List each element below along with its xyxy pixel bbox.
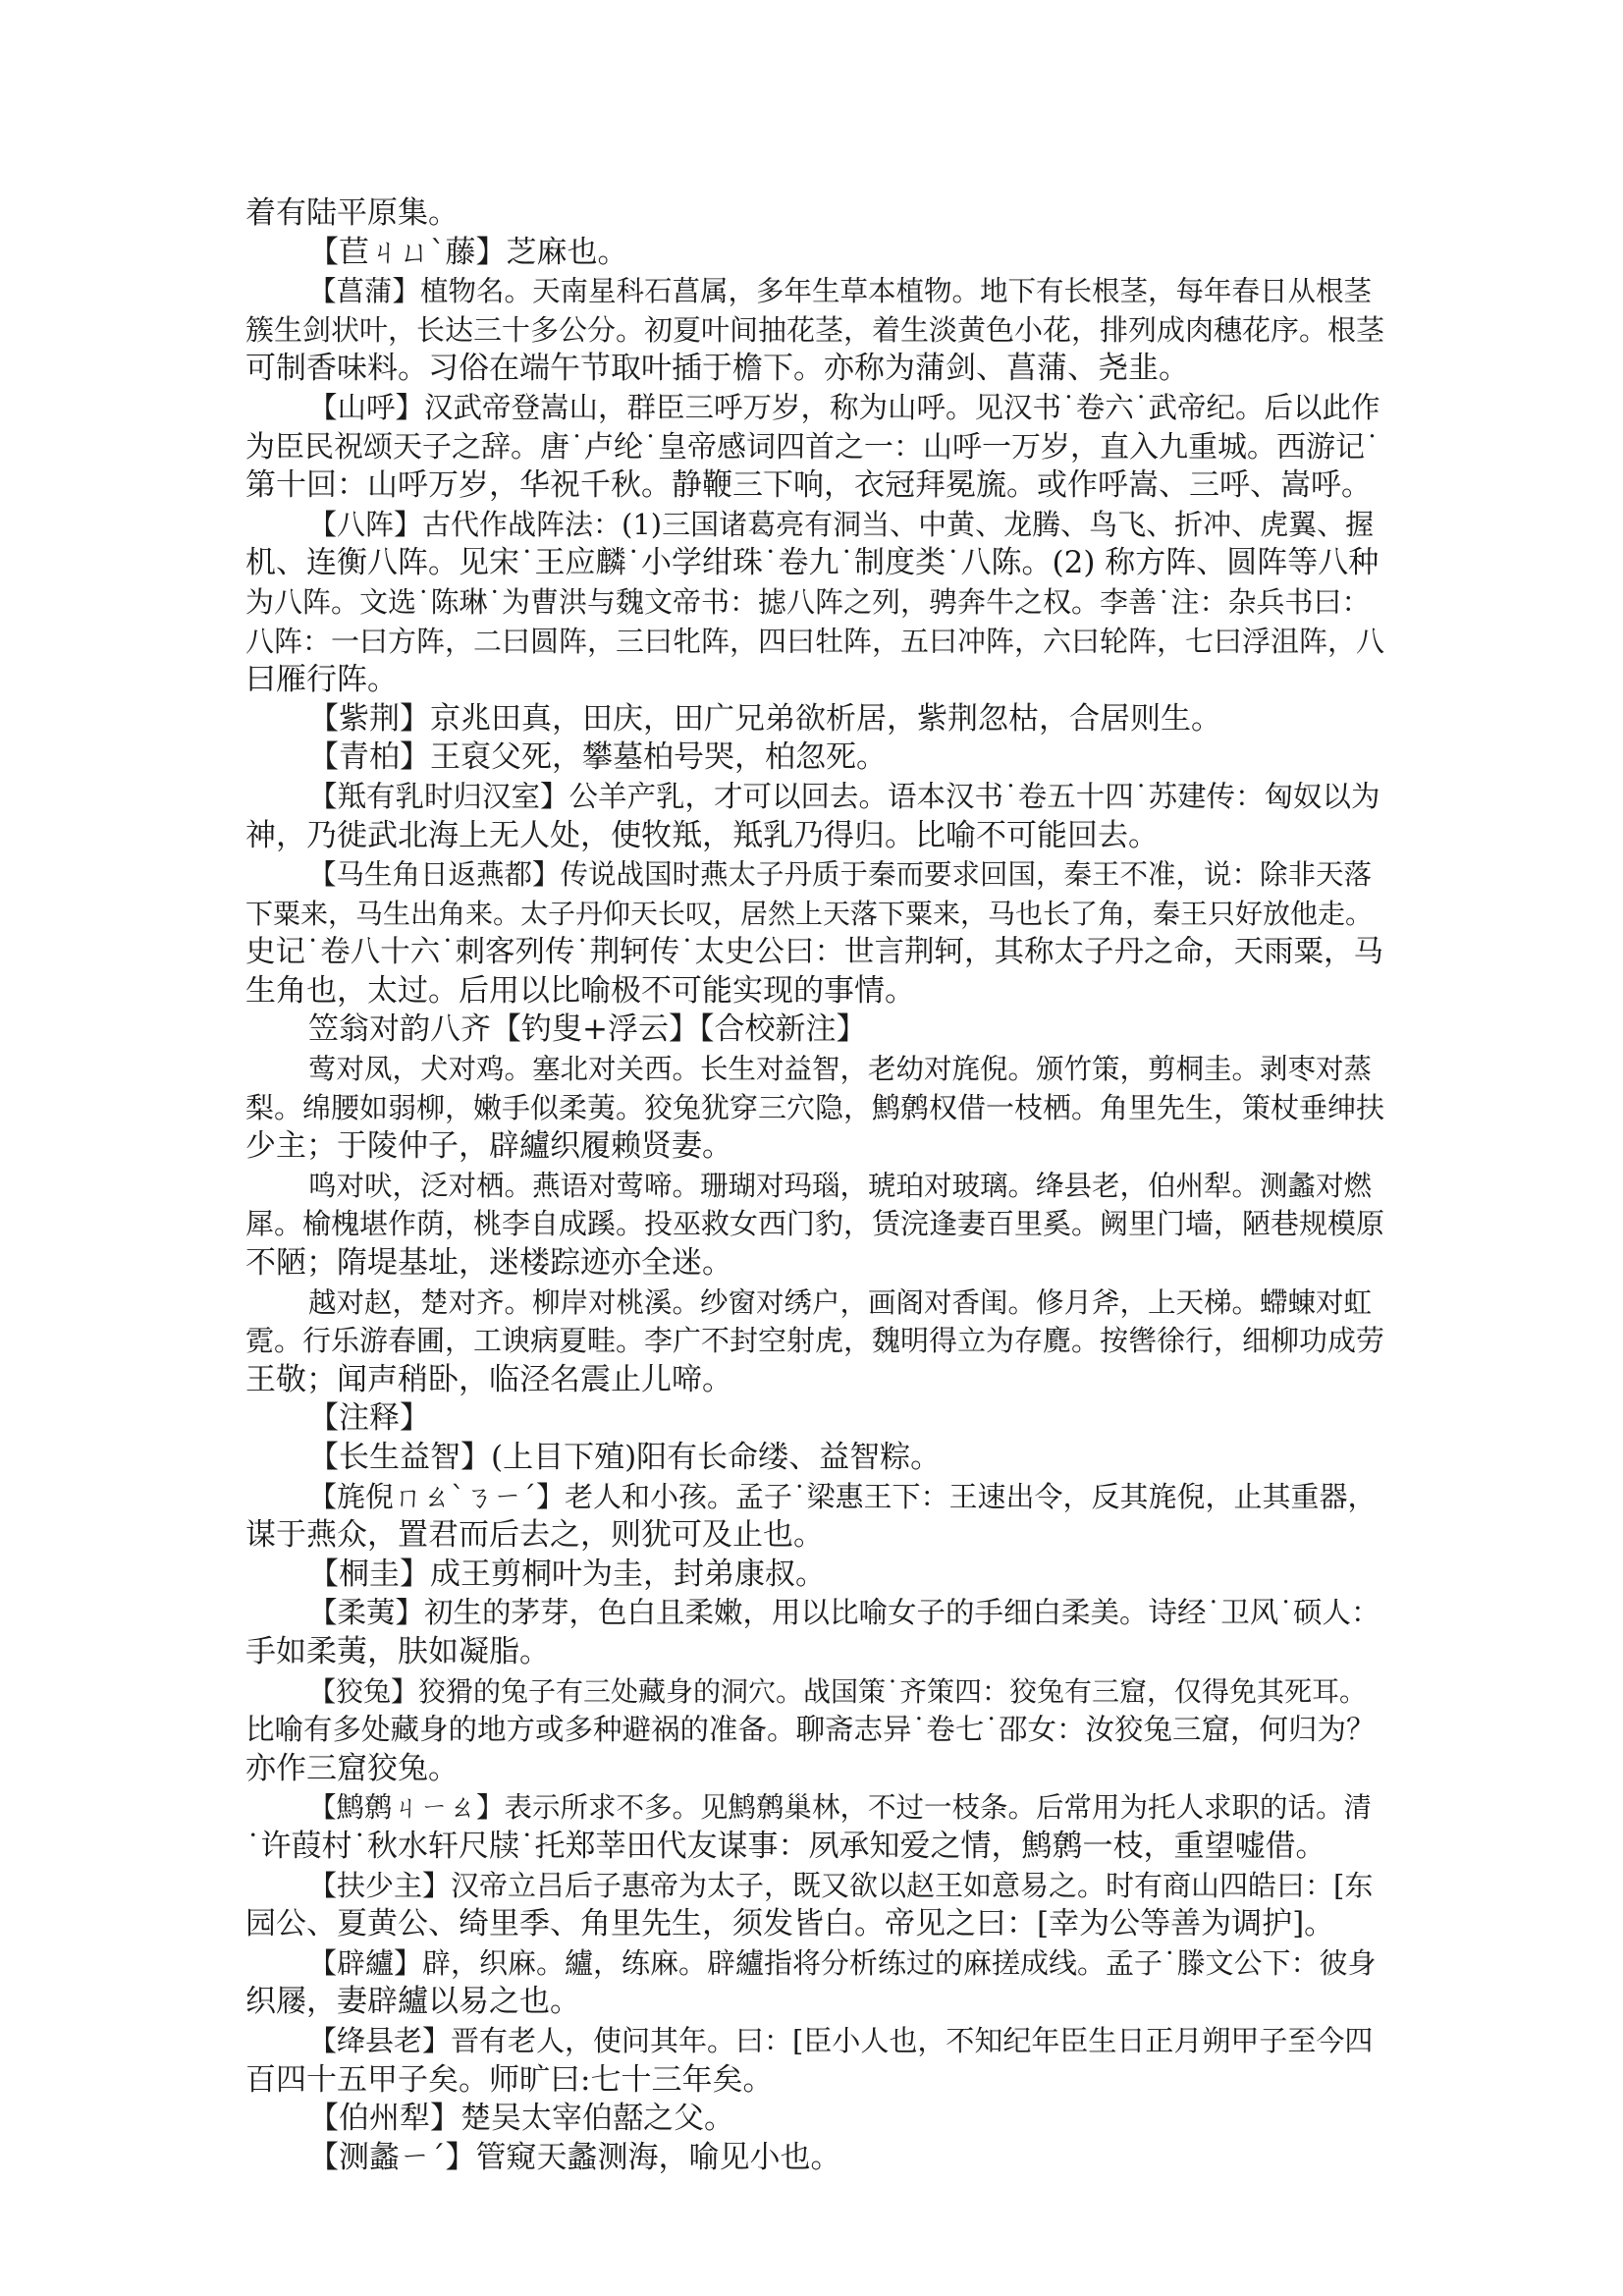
document-body bbox=[245, 194, 1384, 2177]
text-line: 可制香味料。习俗在端午节取叶插于檐下。亦称为蒲剑、菖蒲、尧韭。 bbox=[245, 351, 1189, 387]
text-line: 【苣ㄐㄩˋ藤】芝麻也。 bbox=[308, 234, 628, 270]
text-line: 【注释】 bbox=[308, 1400, 430, 1437]
text-line: 【绛县老】晋有老人，使问其年。曰：[臣小人也，不知纪年臣生日正月朔甲子至今四 bbox=[308, 2023, 1374, 2057]
text-line: 王敬；闻声稍卧，临泾名震止儿啼。 bbox=[245, 1361, 732, 1397]
text-line: 越对赵，楚对齐。柳岸对桃溪。纱窗对绣户，画阁对香闺。修月斧，上天梯。螮蝀对虹 bbox=[308, 1285, 1373, 1319]
text-line: 笠翁对韵八齐【钓叟+浮云】【合校新注】 bbox=[308, 1011, 867, 1048]
text-line: 八阵：一曰方阵，二曰圆阵，三曰牝阵，四曰牡阵，五曰冲阵，六曰轮阵，七曰浮沮阵，八 bbox=[245, 624, 1385, 658]
text-line: 【柔荑】初生的茅芽，色白且柔嫩，用以比喻女子的手细白柔美。诗经˙卫风˙硕人： bbox=[308, 1596, 1380, 1630]
text-line: 【马生角日返燕都】传说战国时燕太子丹质于秦而要求回国，秦王不准，说：除非天落 bbox=[308, 858, 1373, 892]
text-line: 曰雁行阵。 bbox=[245, 662, 398, 698]
text-line: 犀。榆槐堪作荫，桃李自成蹊。投巫救女西门豹，赁浣逢妻百里奚。阙里门墙，陋巷规模原 bbox=[245, 1207, 1385, 1241]
text-line: 【狡兔】狡猾的兔子有三处藏身的洞穴。战国策˙齐策四：狡兔有三窟，仅得免其死耳。 bbox=[308, 1674, 1368, 1708]
text-line: 【山呼】汉武帝登嵩山，群臣三呼万岁，称为山呼。见汉书˙卷六˙武帝纪。后以此作 bbox=[308, 390, 1380, 424]
text-line: 神，乃徙武北海上无人处，使牧羝，羝乳乃得归。比喻不可能回去。 bbox=[245, 817, 1159, 853]
text-line: 【旄倪ㄇㄠˋㄋㄧˊ】老人和小孩。孟子˙梁惠王下：王速出令，反其旄倪，止其重器， bbox=[308, 1479, 1377, 1513]
text-line: 【羝有乳时归汉室】公羊产乳，才可以回去。语本汉书˙卷五十四˙苏建传：匈奴以为 bbox=[308, 779, 1380, 813]
text-line: 比喻有多处藏身的地方或多种避祸的准备。聊斋志异˙卷七˙邵女：汝狡兔三窟，何归为？ bbox=[245, 1713, 1376, 1747]
text-line: 为八阵。文选˙陈琳˙为曹洪与魏文帝书：摅八阵之列，骋奔牛之权。李善˙注：杂兵书曰： bbox=[245, 584, 1371, 619]
text-line: 为臣民祝颂天子之辞。唐˙卢纶˙皇帝感词四首之一：山呼一万岁，直入九重城。西游记˙ bbox=[245, 429, 1380, 465]
text-line: 亦作三窟狡兔。 bbox=[245, 1750, 459, 1786]
text-line: 第十回：山呼万岁，华祝千秋。静鞭三下响，衣冠拜冕旒。或作呼嵩、三呼、嵩呼。 bbox=[245, 467, 1372, 504]
text-line: 【桐圭】成王剪桐叶为圭，封弟康叔。 bbox=[308, 1556, 826, 1592]
text-line: 百四十五甲子矣。师旷曰:七十三年矣。 bbox=[245, 2061, 774, 2098]
text-line: 【测蠡ㄧˊ】管窥天蠡测海，喻见小也。 bbox=[308, 2139, 841, 2175]
text-line: 少主；于陵仲子，辟纑织履赖贤妻。 bbox=[245, 1128, 732, 1165]
text-line: 【鹪鹩ㄐㄧㄠ】表示所求不多。见鹪鹩巢林，不过一枝条。后常用为托人求职的话。清 bbox=[308, 1791, 1373, 1825]
text-line: 下粟来，马生出角来。太子丹仰天长叹，居然上天落下粟来，马也长了角，秦王只好放他走。 bbox=[245, 897, 1374, 930]
text-line: 机、连衡八阵。见宋˙王应麟˙小学绀珠˙卷九˙制度类˙八陈。(2) 称方阵、圆阵等八种 bbox=[245, 545, 1380, 581]
text-line: 织屦，妻辟纑以易之也。 bbox=[245, 1984, 580, 2020]
text-line: 【扶少主】汉帝立吕后子惠帝为太子，既又欲以赵王如意易之。时有商山四皓曰：[东 bbox=[308, 1868, 1374, 1902]
text-line: 【紫荆】京兆田真，田庆，田广兄弟欲析居，紫荆忽枯，合居则生。 bbox=[308, 700, 1221, 737]
text-line: 【青柏】王裒父死，攀墓柏号哭，柏忽死。 bbox=[308, 739, 887, 776]
text-line: 生角也，太过。后用以比喻极不可能实现的事情。 bbox=[245, 972, 915, 1009]
text-line: 谋于燕众，置君而后去之，则犹可及止也。 bbox=[245, 1517, 824, 1554]
text-line: 着有陆平原集。 bbox=[245, 195, 459, 231]
text-line: 【伯州犁】楚吴太宰伯嚭之父。 bbox=[308, 2101, 734, 2137]
text-line: 【辟纑】辟，织麻。纑，练麻。辟纑指将分析练过的麻搓成线。孟子˙滕文公下：彼身 bbox=[308, 1945, 1377, 1980]
text-line: 【长生益智】(上目下殖)阳有长命缕、益智粽。 bbox=[308, 1440, 942, 1475]
text-line: 梨。绵腰如弱柳，嫩手似柔荑。狡兔犹穿三穴隐，鹪鹩权借一枝栖。角里先生，策杖垂绅扶 bbox=[245, 1090, 1385, 1124]
text-line: 史记˙卷八十六˙刺客列传˙荆轲传˙太史公曰：世言荆轲，其称太子丹之命，天雨粟，马 bbox=[245, 935, 1383, 970]
text-line: 簇生剑状叶，长达三十多公分。初夏叶间抽花茎，着生淡黄色小花，排列成肉穗花序。根茎 bbox=[245, 312, 1385, 347]
text-line: 园公、夏黄公、绮里季、角里先生，须发皆白。帝见之曰：[幸为公等善为调护]。 bbox=[245, 1906, 1335, 1942]
text-line: 【菖蒲】植物名。天南星科石菖属，多年生草本植物。地下有长根茎，每年春日从根茎 bbox=[308, 275, 1373, 308]
text-line: 【八阵】古代作战阵法：(1)三国诸葛亮有洞当、中黄、龙腾、鸟飞、折冲、虎翼、握 bbox=[308, 507, 1375, 541]
text-line: 霓。行乐游春圃，工谀病夏畦。李广不封空射虎，魏明得立为存麑。按辔徐行，细柳功成劳 bbox=[245, 1324, 1385, 1358]
text-line: 手如柔荑，肤如凝脂。 bbox=[245, 1633, 550, 1669]
text-line: ˙许葭村˙秋水轩尺牍˙托郑莘田代友谋事：夙承知爱之情，鹪鹩一枝，重望嘘借。 bbox=[245, 1828, 1326, 1864]
text-line: 莺对凤，犬对鸡。塞北对关西。长生对益智，老幼对旄倪。颁竹策，剪桐圭。剥枣对蒸 bbox=[308, 1053, 1373, 1086]
text-line: 鸣对吠，泛对栖。燕语对莺啼。珊瑚对玛瑙，琥珀对玻璃。绛县老，伯州犁。测蠡对燃 bbox=[308, 1169, 1373, 1202]
text-line: 不陋；隋堤基址，迷楼踪迹亦全迷。 bbox=[245, 1245, 732, 1282]
